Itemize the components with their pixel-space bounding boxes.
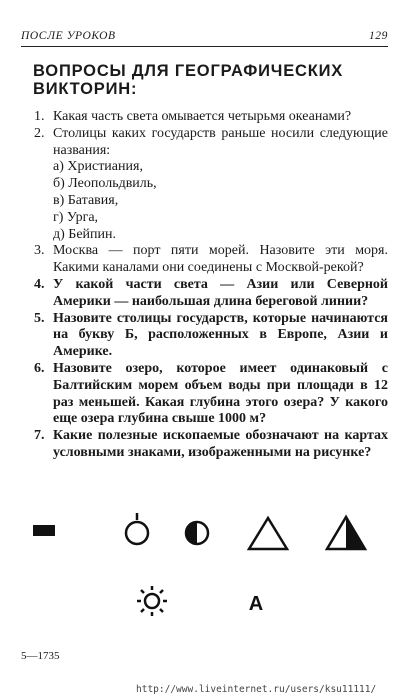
- question-6: [34, 361, 388, 428]
- question-number: 4.: [34, 276, 45, 292]
- answer-option: д) Бейпин.: [53, 226, 117, 242]
- question-text: Москва — порт пяти морей. Назовите эти моря. Какими каналами они соединены с Москвой-рекой?: [53, 243, 388, 276]
- question-1: [34, 109, 388, 126]
- question-text: Назовите столицы государств, которые начинаются на букву Б, расположенных в Европе, Азии и Америке.: [53, 310, 388, 360]
- page-number: 129: [368, 30, 388, 42]
- printer-signature: 5—1735: [21, 650, 60, 662]
- question-4: [34, 277, 388, 311]
- answer-option: а) Христиания,: [53, 159, 143, 175]
- circle-with-stem-symbol: [126, 513, 148, 544]
- question-5: [34, 311, 388, 361]
- map-symbols-figure: [0, 500, 420, 640]
- question-text: Какая часть света омывается четырьмя океанами?: [53, 109, 352, 124]
- question-number: 1.: [34, 109, 45, 124]
- question-number: 5.: [34, 310, 45, 326]
- question-list: [34, 109, 388, 462]
- question-text: Столицы каких государств раньше носили следующие названия:: [53, 125, 388, 158]
- running-header: [21, 30, 388, 47]
- question-text: У какой части света — Азии или Северной Америки — наибольшая длина береговой линии?: [53, 276, 388, 309]
- sun-symbol: [137, 586, 167, 616]
- letter-symbol: А: [248, 593, 264, 615]
- answer-option: б) Леопольдвиль,: [53, 176, 157, 192]
- question-number: 7.: [34, 428, 45, 444]
- section-title: ПОСЛЕ УРОКОВ: [21, 30, 116, 42]
- half-filled-circle-symbol: [186, 522, 208, 544]
- question-text: Назовите озеро, которое имеет одинаковый с Балтийским морем объем воды при площади в 12 раз меньшей. Какая глубина этого озера? У какого еще озера глубина свыше 1000 м?: [53, 360, 388, 427]
- question-number: 3.: [34, 243, 45, 259]
- answer-option: в) Батавия,: [53, 192, 119, 208]
- question-7: [34, 428, 388, 462]
- answer-option: г) Урга,: [53, 209, 99, 225]
- question-text: Какие полезные ископаемые обозначают на картах условными знаками, изображенными на рисунке?: [53, 428, 388, 460]
- question-number: 6.: [34, 360, 45, 376]
- question-3: [34, 243, 388, 277]
- question-number: 2.: [34, 125, 45, 141]
- bar-symbol: [33, 525, 55, 536]
- outline-triangle-symbol: [249, 518, 287, 549]
- page-title: ВОПРОСЫ ДЛЯ ГЕОГРАФИЧЕСКИХ ВИКТОРИН:: [33, 62, 344, 98]
- half-filled-triangle-symbol: [327, 517, 365, 549]
- question-2: [34, 126, 388, 244]
- watermark-url: http://www.liveinternet.ru/users/ksu11111/: [136, 684, 377, 695]
